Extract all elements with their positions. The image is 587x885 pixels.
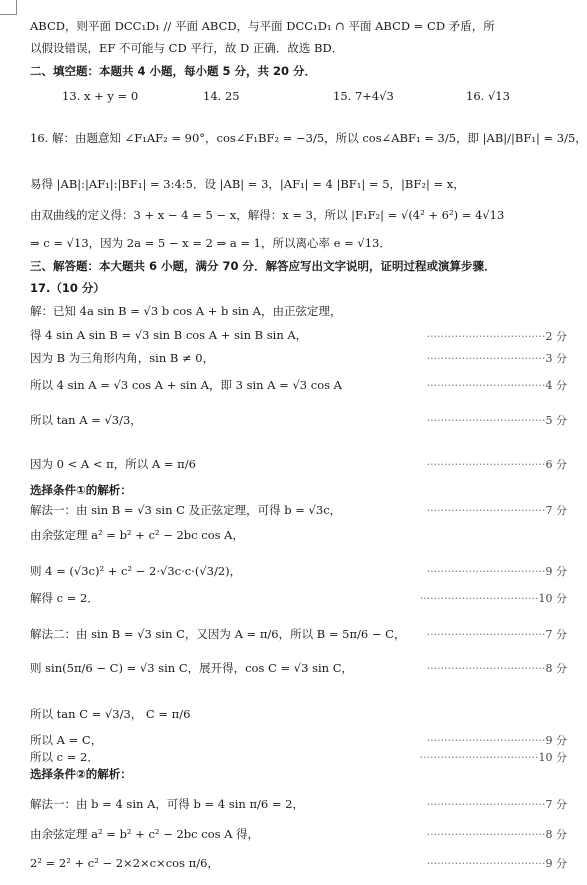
answer-15: 15. 7+4√3 (333, 89, 394, 103)
score-line: ··································6 分 (426, 458, 567, 471)
text-line: 由余弦定理 a² = b² + c² − 2bc cos A， (30, 528, 244, 542)
score-line: ··································8 分 (426, 828, 567, 841)
text-line: 所以 4 sin A = √3 cos A + sin A，即 3 sin A = √3 cos A (30, 378, 342, 392)
condition-2-heading: 选择条件②的解析： (30, 767, 132, 781)
text-line: 则 sin(5π/6 − C) = √3 sin C，展开得，cos C = √3 sin C， (30, 661, 354, 675)
score-line: ··································5 分 (426, 414, 567, 427)
text-line: 因为 B 为三角形内角，sin B ≠ 0， (30, 351, 215, 365)
text-line: 解法二：由 sin B = √3 sin C，又因为 A = π/6，所以 B = 5π/6 − C， (30, 627, 406, 641)
text-line: 因为 0 < A < π，所以 A = π/6 (30, 457, 196, 471)
section-heading-solutions: 三、解答题：本大题共 6 小题，满分 70 分．解答应写出文字说明，证明过程或演算步骤． (30, 259, 496, 273)
score-line: ··································10 分 (419, 592, 567, 605)
question-17-heading: 17.（10 分） (30, 281, 105, 295)
text-line: 16. 解：由题意知 ∠F₁AF₂ = 90°，cos∠F₁BF₂ = −3/5，所以 cos∠ABF₁ = 3/5，即 |AB|/|BF₁| = 3/5， (30, 131, 587, 145)
score-line: ··································7 分 (426, 628, 567, 641)
text-line: 所以 A = C， (30, 733, 103, 747)
text-line: 解法一：由 sin B = √3 sin C 及正弦定理，可得 b = √3c， (30, 503, 342, 517)
score-line: ··································10 分 (419, 751, 567, 764)
text-line: 以假设错误，EF 不可能与 CD 平行，故 D 正确．故选 BD． (30, 41, 344, 55)
score-line: ··································9 分 (426, 565, 567, 578)
answer-16: 16. √13 (466, 89, 510, 103)
text-line: 得 4 sin A sin B = √3 sin B cos A + sin B sin A， (30, 328, 308, 342)
condition-1-heading: 选择条件①的解析： (30, 483, 132, 497)
page-corner-mark (0, 0, 17, 15)
text-line: 则 4 = (√3c)² + c² − 2·√3c·c·(√3/2)， (30, 564, 242, 578)
section-heading-fill-in: 二、填空题：本题共 4 小题，每小题 5 分，共 20 分． (30, 64, 317, 78)
answer-14: 14. 25 (203, 89, 240, 103)
text-line: 解法一：由 b = 4 sin A，可得 b = 4 sin π/6 = 2， (30, 797, 304, 811)
text-line: 所以 c = 2． (30, 750, 99, 764)
text-line: 所以 tan A = √3/3， (30, 413, 142, 427)
score-line: ··································7 分 (426, 504, 567, 517)
text-line: 所以 tan C = √3/3， C = π/6 (30, 707, 191, 721)
text-line: 解：已知 4a sin B = √3 b cos A + b sin A，由正弦定理， (30, 304, 342, 318)
answer-13: 13. x + y = 0 (62, 89, 139, 103)
text-line: ⇒ c = √13，因为 2a = 5 − x = 2 ⇒ a = 1，所以离心率 e = √13． (30, 236, 391, 250)
score-line: ··································9 分 (426, 734, 567, 747)
text-line: 由双曲线的定义得：3 + x − 4 = 5 − x，解得：x = 3，所以 |F₁F₂| = √(4² + 6²) = 4√13 (30, 208, 505, 222)
text-line: 解得 c = 2． (30, 591, 99, 605)
text-line: 易得 |AB|:|AF₁|:|BF₁| = 3:4:5．设 |AB| = 3，|AF₁| = 4 |BF₁| = 5，|BF₂| = x， (30, 177, 465, 191)
score-line: ··································2 分 (426, 330, 567, 343)
text-line: 2² = 2² + c² − 2×2×c×cos π/6， (30, 856, 219, 870)
text-line: 由余弦定理 a² = b² + c² − 2bc cos A 得， (30, 827, 260, 841)
score-line: ··································4 分 (426, 379, 567, 392)
score-line: ··································7 分 (426, 798, 567, 811)
text-line: ABCD，则平面 DCC₁D₁ // 平面 ABCD，与平面 DCC₁D₁ ∩ 平面 ABCD = CD 矛盾，所 (30, 19, 495, 33)
score-line: ··································9 分 (426, 857, 567, 870)
score-line: ··································8 分 (426, 662, 567, 675)
score-line: ··································3 分 (426, 352, 567, 365)
